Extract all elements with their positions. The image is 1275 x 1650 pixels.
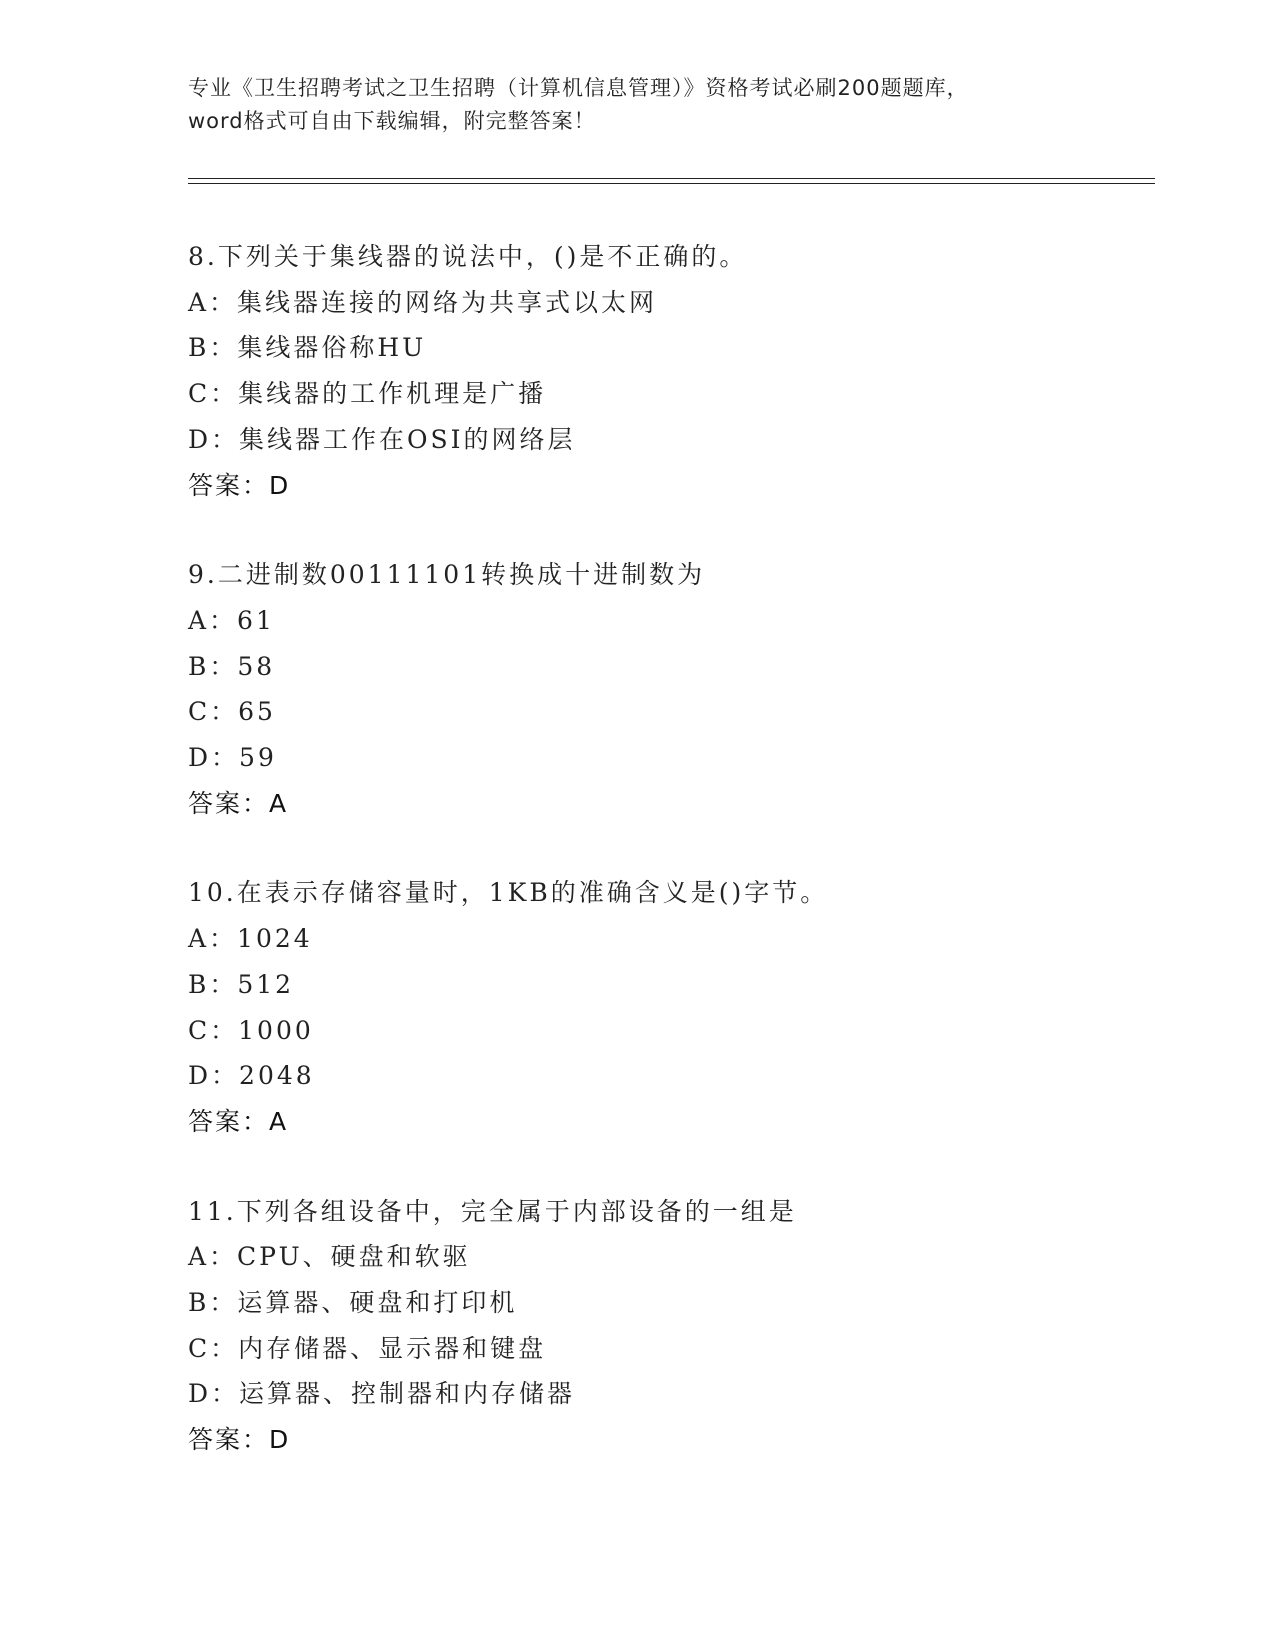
answer: 答案：A [188,1106,289,1136]
question-stem: 9.二进制数00111101转换成十进制数为 [188,560,706,590]
option-c: C：内存储器、显示器和键盘 [188,1333,547,1363]
header-divider-top [188,178,1155,179]
answer: 答案：D [188,470,291,500]
document-header [188,72,1088,138]
option-b: B：512 [188,969,295,999]
header-title-line-2: word格式可自由下载编辑，附完整答案！ [188,109,596,133]
option-a: A：集线器连接的网络为共享式以太网 [188,287,658,317]
header-title-line-1: 专业《卫生招聘考试之卫生招聘（计算机信息管理）》资格考试必刷200题题库， [188,76,969,100]
question-stem: 11.下列各组设备中，完全属于内部设备的一组是 [188,1196,797,1226]
option-b: B：58 [188,651,276,681]
answer: 答案：D [188,1425,291,1455]
option-c: C：集线器的工作机理是广播 [188,379,547,409]
option-d: D：59 [188,743,277,773]
question-stem: 8.下列关于集线器的说法中，()是不正确的。 [188,242,748,271]
question-9 [188,552,1148,826]
option-d: D：2048 [188,1061,315,1091]
option-a: A：1024 [188,924,313,954]
question-11 [188,1189,1148,1463]
option-a: A：61 [188,605,275,635]
option-b: B：集线器俗称HU [188,333,427,363]
question-8 [188,234,1148,508]
option-c: C：1000 [188,1015,314,1045]
option-d: D：运算器、控制器和内存储器 [188,1379,576,1409]
option-a: A：CPU、硬盘和软驱 [188,1242,471,1272]
header-divider-bottom [188,183,1155,184]
option-b: B：运算器、硬盘和打印机 [188,1288,518,1318]
question-list [188,234,1148,1507]
option-d: D：集线器工作在OSI的网络层 [188,424,576,454]
option-c: C：65 [188,697,276,727]
question-stem: 10.在表示存储容量时，1KB的准确含义是()字节。 [188,878,829,908]
answer: 答案：A [188,788,289,818]
question-10 [188,870,1148,1144]
